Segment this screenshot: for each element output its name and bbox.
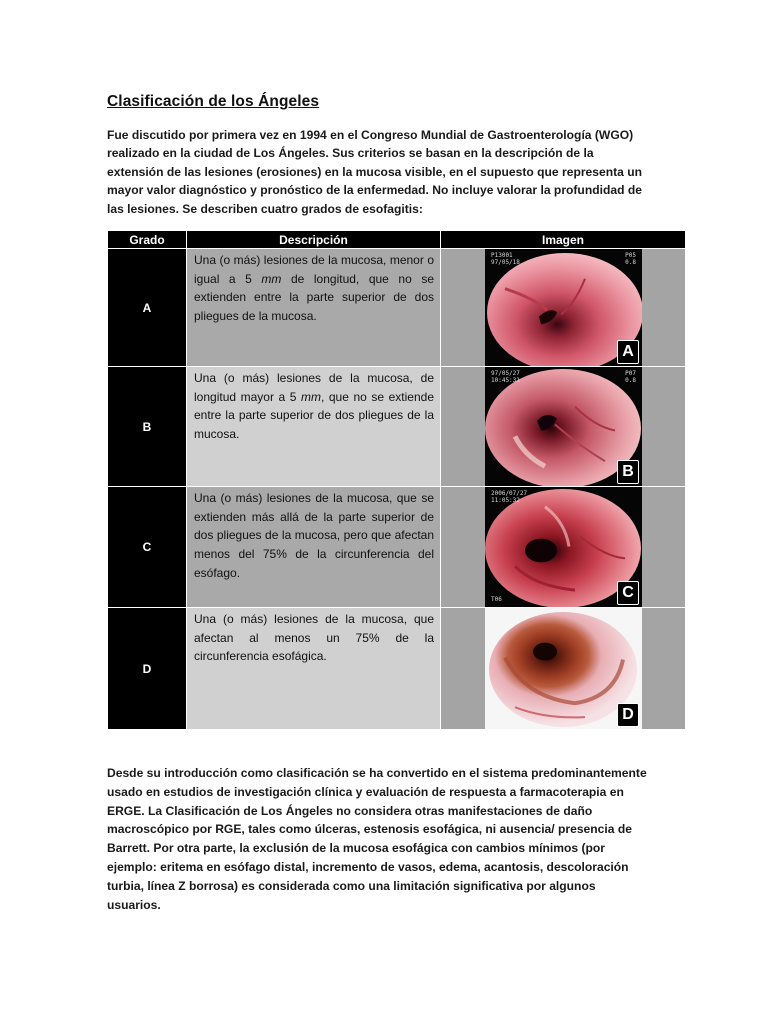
image-letter-badge: D (617, 703, 639, 727)
image-cell (441, 608, 686, 730)
description-cell (187, 367, 441, 487)
grade-cell: D (108, 608, 187, 730)
overlay-left: 97/05/27 10:45:31 (491, 370, 520, 384)
description-text-end: de longitud, que no se extienden entre la parte superior de dos pliegues de la mucosa. (194, 271, 434, 324)
overlay-left: P13001 97/05/18 (491, 252, 520, 266)
page-title: Clasificación de los Ángeles (107, 93, 320, 110)
table-row (108, 608, 686, 730)
description-text: Una (o más) lesiones de la mucosa, de longitud mayor a 5 (194, 371, 434, 404)
image-letter-badge: C (617, 581, 639, 605)
grade-cell: B (108, 367, 187, 487)
closing-paragraph: Desde su introducción como clasificación se ha convertido en el sistema predominantemente usado en estudios de investigación clínica y evaluación de respuesta a farmacoterapia en ERGE. La Clasificación de Los Ángeles no considera otras manifestaciones de daño macroscópico por RGE, tales como úlceras, estenosis esofágica, ni ausencia/ presencia de Barrett. Por otra parte, la exclusión de la mucosa esofágica con cambios mínimos (por ejemplo: eritema en esófago distal, incremento de vasos, edema, acantosis, descoloración turbia, línea Z borrosa) es considerada como una limitación significativa por algunos usuarios. (107, 766, 647, 912)
grade-cell: C (108, 487, 187, 608)
description-cell (187, 608, 441, 730)
description-text: Una (o más) lesiones de la mucosa, menor o igual a 5 (194, 253, 434, 286)
table-row (108, 487, 686, 608)
unit-text: mm (300, 389, 321, 404)
unit-text: mm (261, 271, 282, 286)
classification-table (107, 230, 686, 730)
image-cell (441, 487, 686, 608)
endoscopy-image-a (485, 249, 642, 366)
image-letter-badge: A (617, 340, 639, 364)
image-cell (441, 249, 686, 367)
endoscopy-image-b (485, 367, 642, 486)
description-text-end: , que no se extiende entre la parte superior de dos pliegues de la mucosa. (194, 389, 434, 442)
grade-cell: A (108, 249, 187, 367)
description-cell (187, 487, 441, 608)
header-grade: Grado (108, 231, 187, 249)
image-cell (441, 367, 686, 487)
image-letter-badge: B (617, 460, 639, 484)
overlay-right: P05 0.8 (625, 252, 636, 266)
header-description: Descripción (187, 231, 441, 249)
overlay-left: 2006/07/27 11:05:32 (491, 490, 528, 504)
endoscopy-image-d (485, 608, 642, 729)
endoscopy-image-c (485, 487, 642, 607)
table-row (108, 249, 686, 367)
header-image: Imagen (441, 231, 686, 249)
table-header-row (108, 231, 686, 249)
overlay-right: P07 0.8 (625, 370, 636, 384)
intro-paragraph: Fue discutido por primera vez en 1994 en el Congreso Mundial de Gastroenterología (WGO) realizado en la ciudad de Los Ángeles. Sus criterios se basan en la descripción de la extensión de las lesiones (erosiones) en la mucosa visible, en el supuesto que representa un mayor valor diagnóstico y pronóstico de la enfermedad. No incluye valorar la profundidad de las lesiones. Se describen cuatro grados de esofagitis: (107, 128, 642, 216)
description-text: Una (o más) lesiones de la mucosa, que afectan al menos un 75% de la circunferencia esofágica. (194, 612, 434, 664)
description-cell (187, 249, 441, 367)
table-row (108, 367, 686, 487)
description-text: Una (o más) lesiones de la mucosa, que se extienden más allá de la parte superior de dos pliegues de la mucosa, pero que afectan menos del 75% de la circunferencia del esófago. (194, 491, 434, 580)
overlay-bottom: T06 (491, 596, 502, 603)
